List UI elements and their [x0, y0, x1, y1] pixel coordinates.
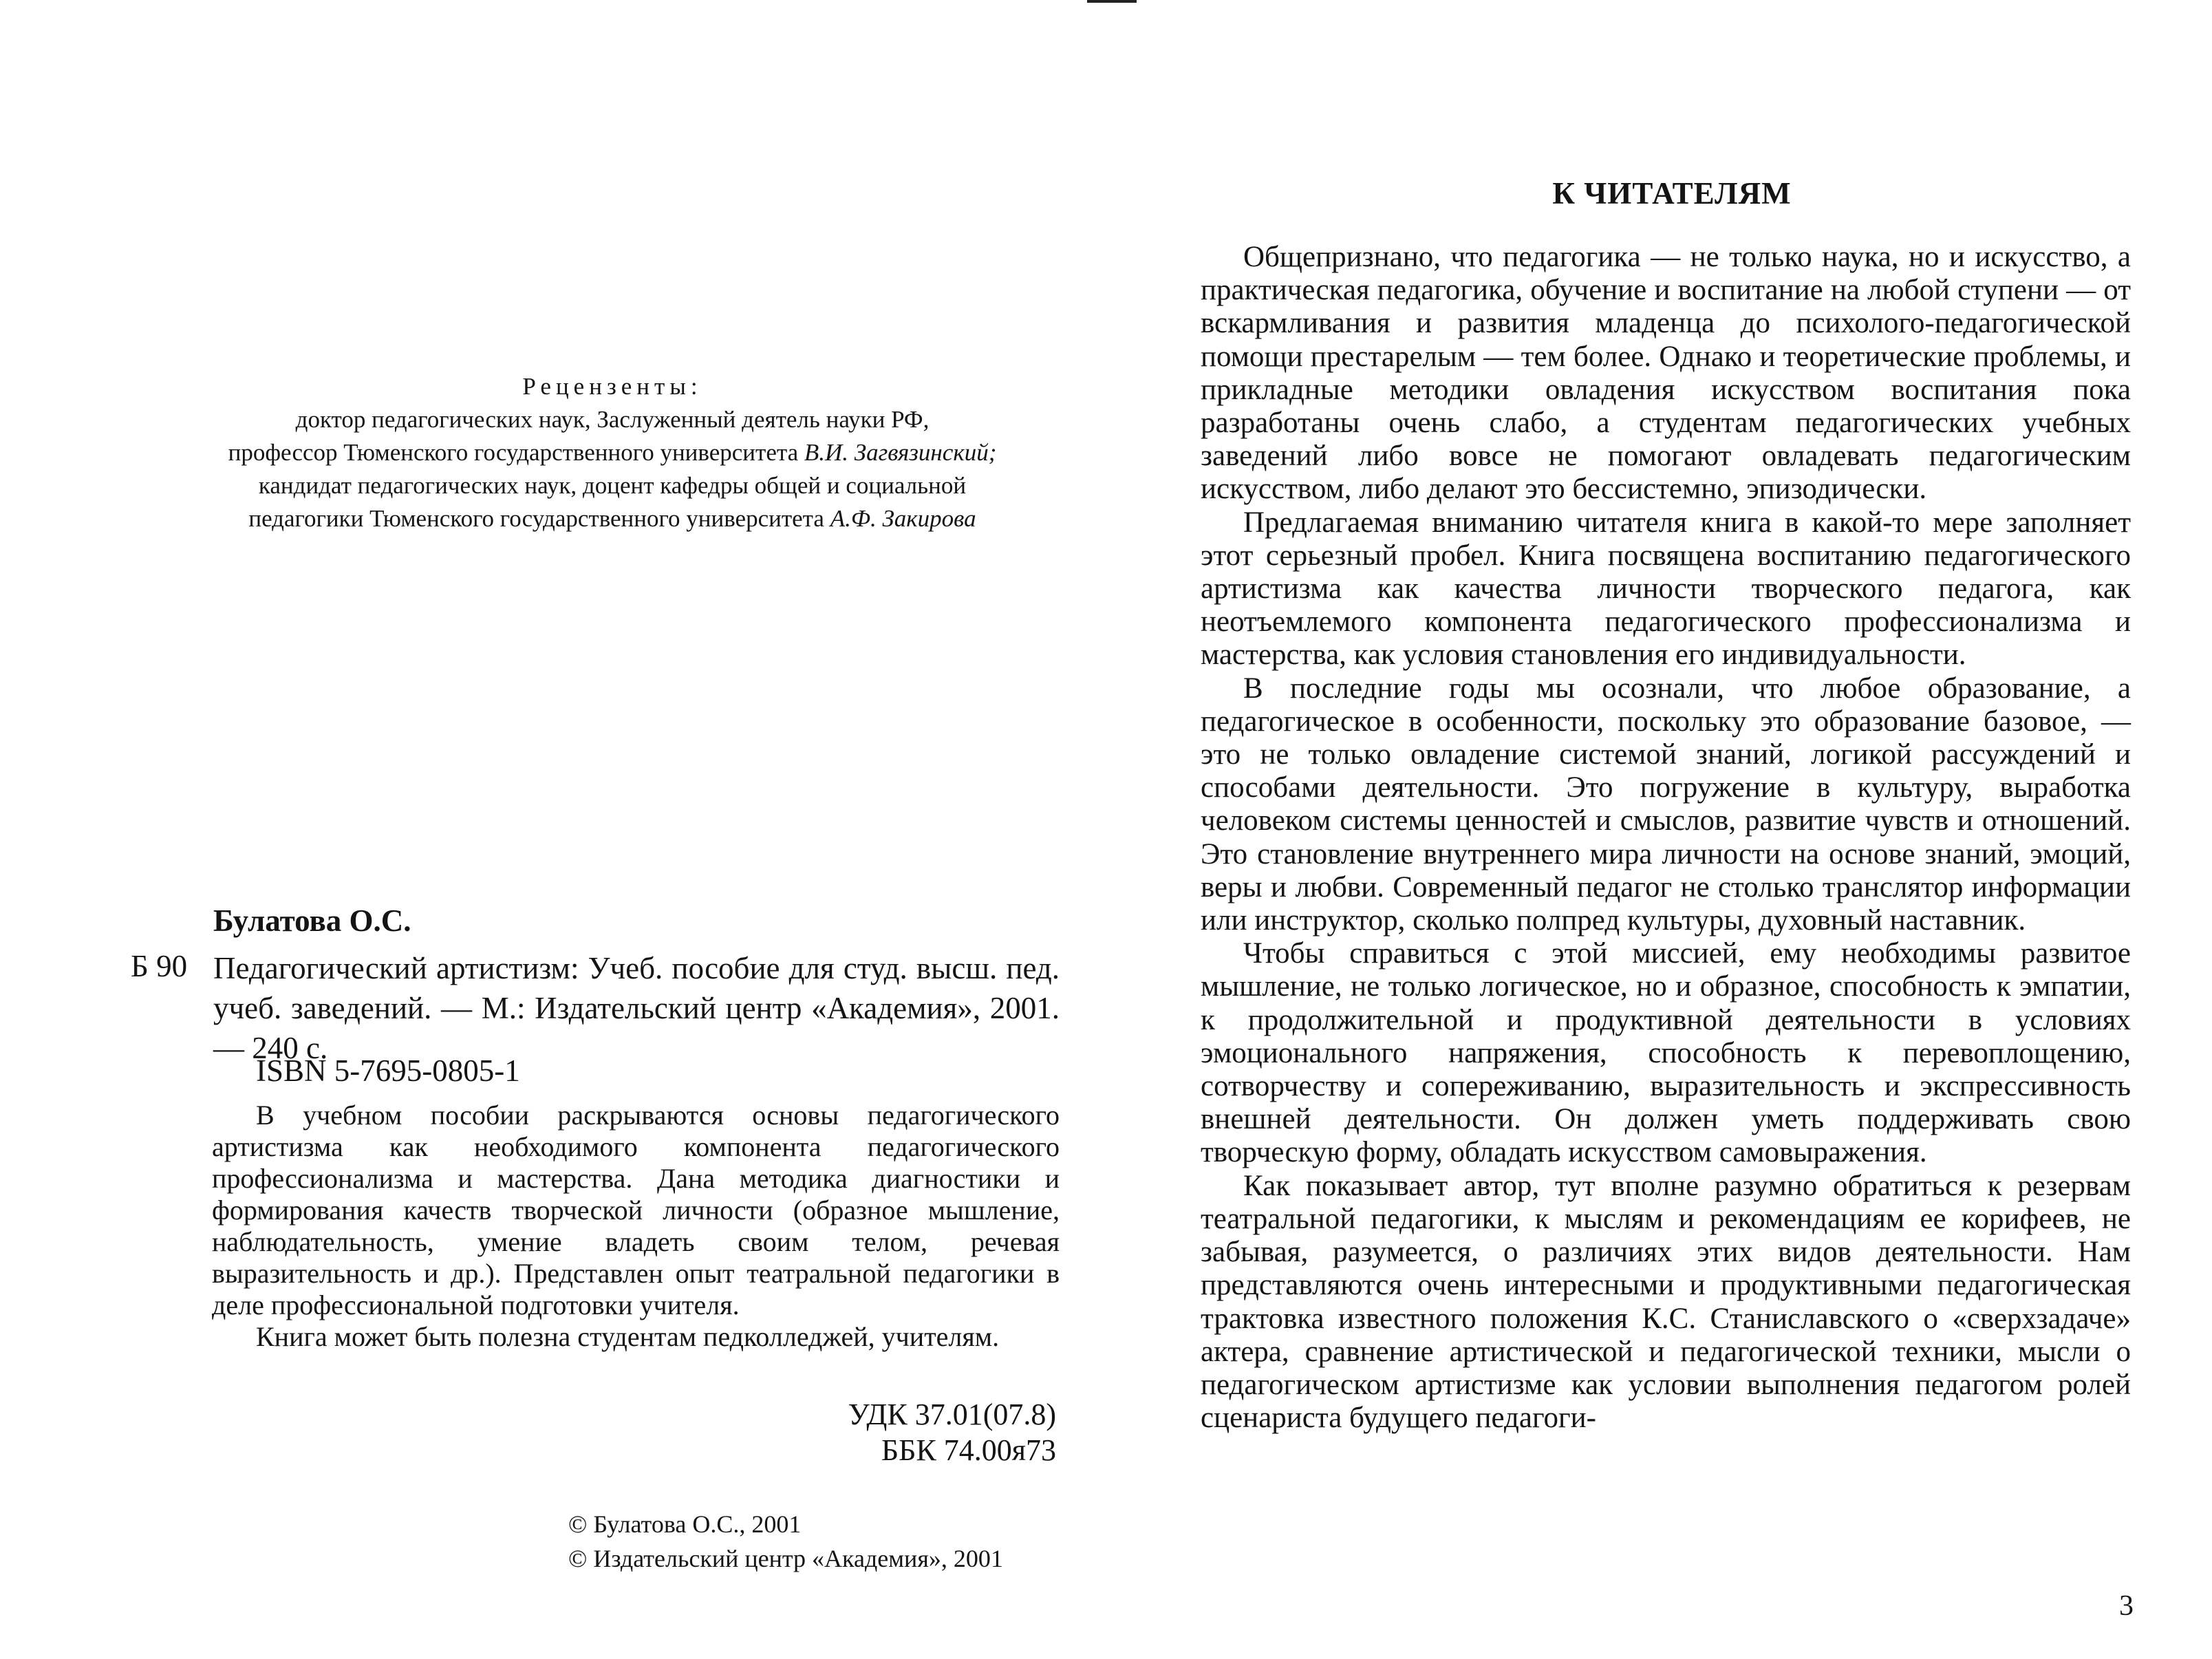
reviewer-line-3: кандидат педагогических наук, доцент кафедры общей и социальной [258, 472, 967, 499]
bbk-index: ББК 74.00я73 [881, 1433, 1056, 1467]
copyright-block [568, 1507, 1003, 1576]
page-divider-mark [1087, 0, 1137, 3]
copyright-line: © Булатова О.С., 2001 [568, 1510, 802, 1538]
reviewer-line-4 [138, 502, 1087, 535]
page-number: 3 [2119, 1590, 2134, 1622]
page-title: К ЧИТАТЕЛЯМ [1552, 176, 1792, 211]
catalog-author: Булатова О.С. [213, 903, 411, 938]
foreword-paragraph: Как показывает автор, тут вполне разумно обратиться к резервам театральной педагогики, к мыслям и рекомендациям ее корифеев, не забывая, разумеется, о различиях этих видов деятельности. Нам представляются очень интересными и продуктивными педагогическая трактовка известного положения К.С. Станиславского о «сверхзадаче» актера, сравнение артистической и педагогической техники, мысли о педагогическом артистизме как условии выполнения педагогом ролей сценариста будущего педагоги- [1201, 1169, 2131, 1435]
annotation-paragraph: В учебном пособии раскрываются основы педагогического артистизма как необходимого компонента педагогического профессионализма и мастерства. Дана методика диагностики и формирования качеств творческой личности (образное мышление, наблюдательность, умение владеть своим телом, речевая выразительность и др.). Представлен опыт театральной педагогики в деле профессиональной подготовки учителя. [212, 1100, 1060, 1320]
foreword-paragraph: Предлагаемая вниманию читателя книга в какой-то мере заполняет этот серьезный пробел. Книга посвящена воспитанию педагогического артистизма как качества личности творческого педагога, как неотъемлемого компонента педагогического профессионализма и мастерства, как условия становления его индивидуальности. [1201, 506, 2131, 672]
classification-block [848, 1397, 1056, 1468]
foreword-paragraph: Чтобы справиться с этой миссией, ему необходимы развитое мышление, не только логическое, но и образное, способность к эмпатии, к продолжительной и продуктивной деятельности в условиях эмоционального напряжения, способность к перевоплощению, сотворчеству и сопереживанию, выразительность и экспрессивность внешней деятельности. Он должен уметь поддерживать свою творческую форму, обладать искусством самовыражения. [1201, 937, 2131, 1169]
reviewer-line-4-text: педагогики Тюменского государственного университета [248, 505, 824, 532]
annotation [212, 1100, 1060, 1353]
copyright-line: © Издательский центр «Академия», 2001 [568, 1545, 1003, 1572]
reviewer-line-2-text: профессор Тюменского государственного университета [228, 439, 799, 466]
reviewer-line-1: доктор педагогических наук, Заслуженный деятель науки РФ, [295, 406, 930, 433]
reviewers-heading: Рецензенты: [522, 373, 702, 400]
reviewer-line-2 [138, 436, 1087, 469]
catalog-code: Б 90 [131, 949, 188, 983]
catalog-description: Педагогический артистизм: Учеб. пособие для студ. высш. пед. учеб. заведений. — М.: Издательский центр «Академия», 2001. — 240 с. [213, 951, 1060, 1065]
reviewer-2-name: А.Ф. Закирова [830, 505, 976, 532]
udk-code: УДК 37.01(07.8) [848, 1398, 1056, 1431]
reviewers-block [138, 370, 1087, 535]
foreword-body [1201, 241, 2131, 1435]
annotation-paragraph: Книга может быть полезна студентам педколледжей, учителям. [256, 1321, 1000, 1352]
catalog-isbn: ISBN 5-7695-0805-1 [256, 1053, 520, 1088]
reviewer-1-name: В.И. Загвязинский; [804, 439, 997, 466]
foreword-paragraph: В последние годы мы осознали, что любое образование, а педагогическое в особенности, поскольку это образование базовое, — это не только овладение системой знаний, логикой рассуждений и способами деятельности. Это погружение в культуру, выработка человеком системы ценностей и смыслов, развитие чувств и отношений. Это становление внутреннего мира личности на основе знаний, эмоций, веры и любви. Современный педагог не столько транслятор информации или инструктор, сколько полпред культуры, духовный наставник. [1201, 672, 2131, 937]
foreword-paragraph: Общепризнано, что педагогика — не только наука, но и искусство, а практическая педагогика, обучение и воспитание на любой ступени — от вскармливания и развития младенца до психолого-педагогической помощи престарелым — тем более. Однако и теоретические проблемы, и прикладные методики овладения искусством воспитания пока разработаны очень слабо, а студентам педагогических учебных заведений либо вовсе не помогают овладевать педагогическим искусством, либо делают это бессистемно, эпизодически. [1201, 241, 2131, 506]
